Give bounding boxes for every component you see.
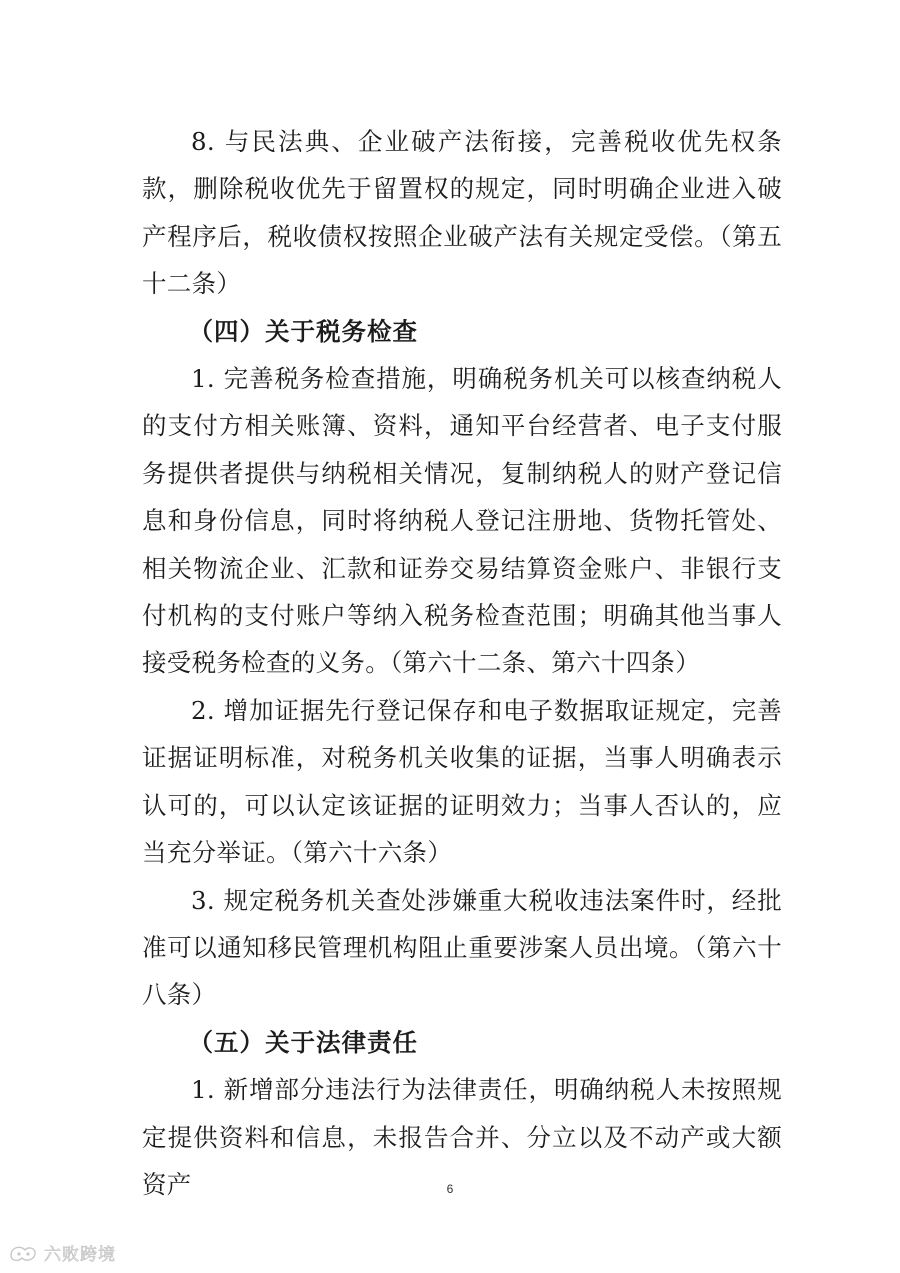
paragraph-liability-1: 1. 新增部分违法行为法律责任，明确纳税人未按照规定提供资料和信息，未报告合并、分立以及不动产或大额资产 xyxy=(142,1075,782,1199)
paragraph-inspection-2: 2. 增加证据先行登记保存和电子数据取证规定，完善证据证明标准，对税务机关收集的证据，当事人明确表示认可的，可以认定该证据的证明效力；当事人否认的，应当充分举证。（第六十六条） xyxy=(142,695,782,868)
section-heading-legal-liability: （五）关于法律责任 xyxy=(188,1027,419,1057)
page-number: 6 xyxy=(446,1182,454,1196)
document-body xyxy=(142,118,782,1208)
paragraph-inspection-1: 1. 完善税务检查措施，明确税务机关可以核查纳税人的支付方相关账簿、资料，通知平台经营者、电子支付服务提供者提供与纳税相关情况，复制纳税人的财产登记信息和身份信息，同时将纳税人登记注册地、货物托管处、相关物流企业、汇款和证券交易结算资金账户、非银行支付机构的支付账户等纳入税务检查范围；明确其他当事人接受税务检查的义务。（第六十二条、第六十四条） xyxy=(142,364,782,678)
watermark xyxy=(6,1240,116,1265)
watermark-text: 六败跨境 xyxy=(44,1245,116,1265)
paragraph-item-8: 8. 与民法典、企业破产法衔接，完善税收优先权条款，删除税收优先于留置权的规定，同时明确企业进入破产程序后，税收债权按照企业破产法有关规定受偿。（第五十二条） xyxy=(142,127,782,299)
section-heading-tax-inspection: （四）关于税务检查 xyxy=(188,316,419,346)
paragraph-inspection-3: 3. 规定税务机关查处涉嫌重大税收违法案件时，经批准可以通知移民管理机构阻止重要涉案人员出境。（第六十八条） xyxy=(142,885,782,1010)
watermark-logo-icon xyxy=(6,1241,40,1265)
